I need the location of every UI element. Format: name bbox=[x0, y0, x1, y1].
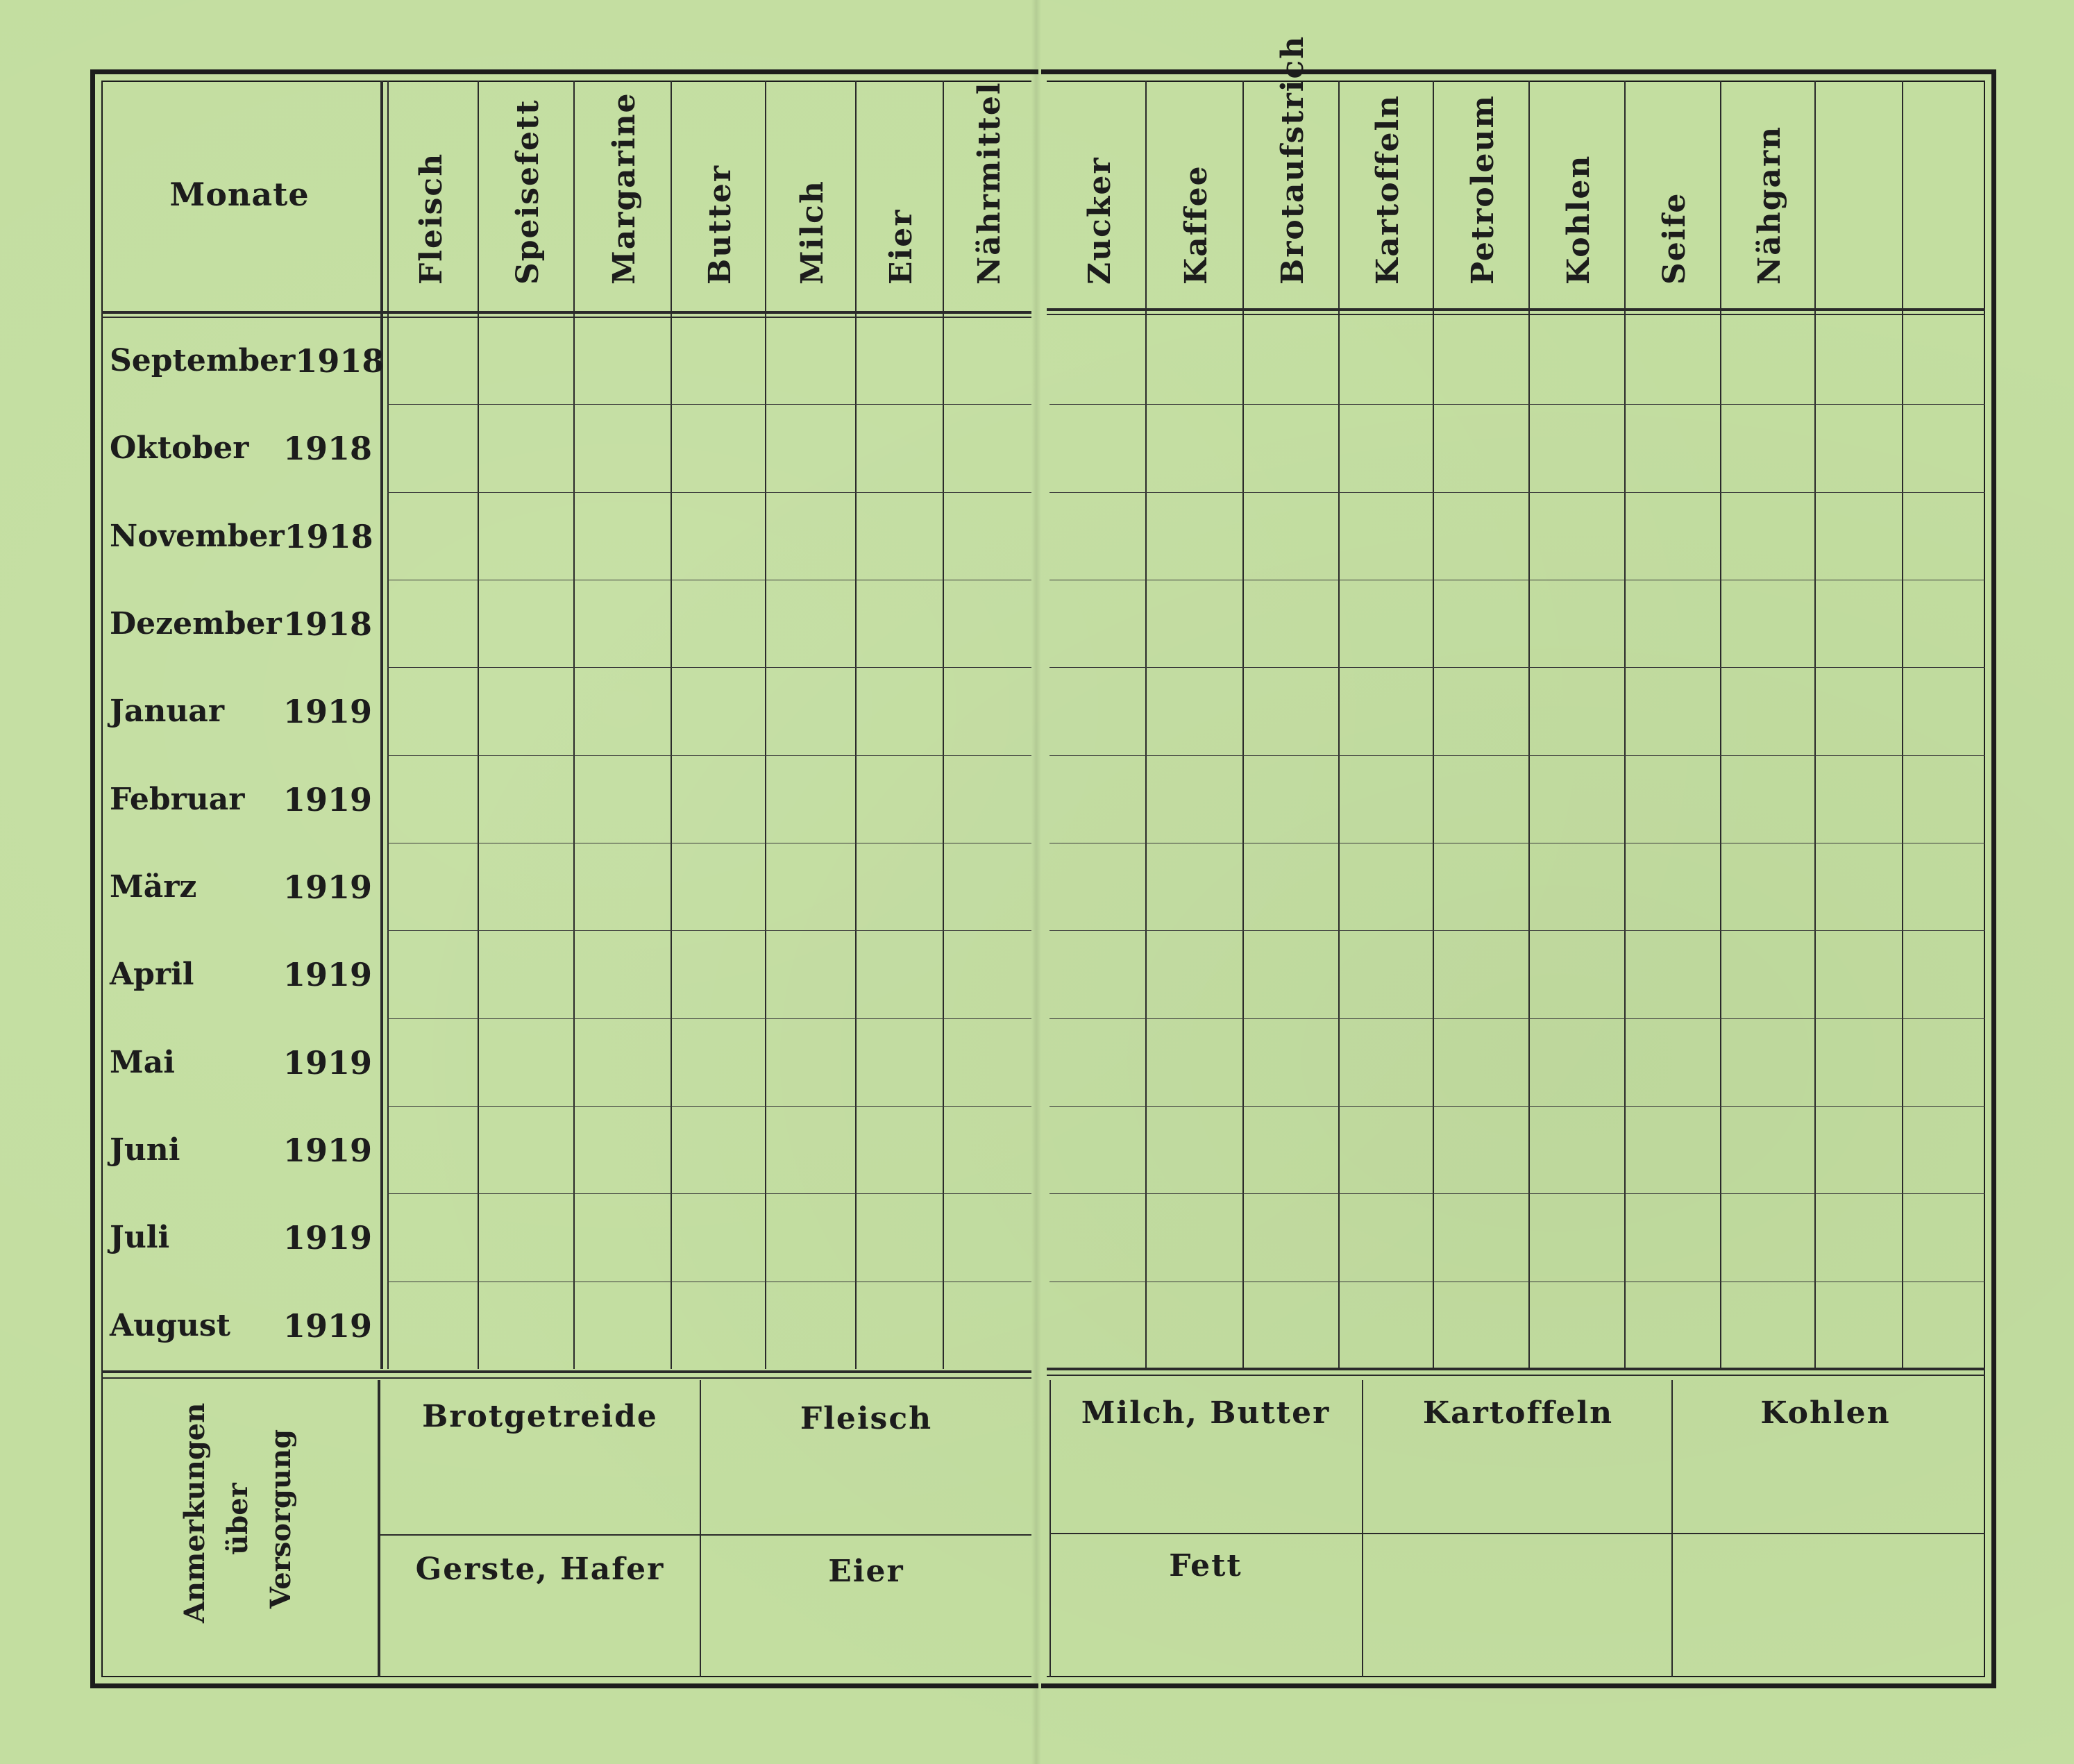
row-line-right bbox=[1049, 930, 1985, 931]
notes-label-line: Anmerkungen bbox=[178, 1402, 211, 1623]
month-name: September bbox=[110, 343, 296, 378]
row-line-right bbox=[1049, 1018, 1985, 1019]
column-line-left bbox=[573, 81, 575, 1369]
row-line-right bbox=[1049, 667, 1985, 668]
month-year: 1919 bbox=[283, 1218, 372, 1257]
column-line-left bbox=[478, 81, 479, 1369]
notes-section-gerste-hafer: Gerste, Hafer bbox=[415, 1551, 665, 1587]
month-name: März bbox=[110, 869, 197, 905]
month-row bbox=[110, 930, 372, 1018]
months-column-divider bbox=[380, 81, 383, 1369]
row-line-left bbox=[387, 404, 1031, 405]
header-divider-left bbox=[101, 311, 1031, 314]
month-year: 1919 bbox=[283, 1131, 372, 1169]
month-year: 1919 bbox=[283, 1307, 372, 1345]
month-year: 1918 bbox=[295, 342, 385, 380]
month-row bbox=[110, 1282, 372, 1370]
month-year: 1919 bbox=[283, 692, 372, 730]
notes-divider-right bbox=[1047, 1368, 1985, 1370]
notes-divider-left bbox=[101, 1370, 1031, 1373]
month-row bbox=[110, 1106, 372, 1194]
column-line-left bbox=[855, 81, 857, 1369]
column-line-left bbox=[671, 81, 672, 1369]
notes-label-line: Versorgung bbox=[264, 1429, 297, 1609]
header-divider-right bbox=[1047, 308, 1985, 311]
month-row bbox=[110, 580, 372, 668]
row-line-right bbox=[1049, 404, 1985, 405]
column-line-right bbox=[1814, 81, 1816, 1369]
row-line-left bbox=[387, 930, 1031, 931]
row-line-left bbox=[387, 667, 1031, 668]
notes-section-blank-2 bbox=[1673, 1541, 1978, 1590]
row-line-right bbox=[1049, 1106, 1985, 1107]
notes-row-divider-right bbox=[1049, 1533, 1985, 1534]
column-line-right bbox=[1242, 81, 1244, 1369]
months-header: Monate bbox=[169, 176, 310, 213]
month-row bbox=[110, 1193, 372, 1282]
notes-section-blank-1 bbox=[1365, 1541, 1671, 1590]
column-line-right bbox=[1433, 81, 1434, 1369]
column-line-right bbox=[1624, 81, 1626, 1369]
column-line-right bbox=[1338, 81, 1340, 1369]
row-line-left bbox=[387, 1018, 1031, 1019]
notes-section-fett: Fett bbox=[1169, 1547, 1242, 1584]
month-name: August bbox=[110, 1308, 230, 1343]
notes-section-kartoffeln: Kartoffeln bbox=[1422, 1395, 1614, 1431]
notes-section-brotgetreide: Brotgetreide bbox=[422, 1398, 658, 1434]
column-line-right bbox=[1145, 81, 1147, 1369]
row-line-left bbox=[387, 1193, 1031, 1194]
month-name: November bbox=[110, 519, 285, 554]
row-line-right bbox=[1049, 755, 1985, 756]
month-name: April bbox=[110, 957, 194, 992]
month-year: 1919 bbox=[283, 1043, 372, 1082]
month-row bbox=[110, 404, 372, 492]
notes-divider-right-thin bbox=[1047, 1375, 1985, 1376]
notes-row-divider-left bbox=[380, 1534, 1031, 1536]
month-name: Mai bbox=[110, 1045, 175, 1080]
month-row bbox=[110, 1018, 372, 1107]
month-name: Juli bbox=[110, 1220, 170, 1255]
row-line-left bbox=[387, 492, 1031, 493]
row-line-left bbox=[387, 755, 1031, 756]
month-year: 1919 bbox=[283, 868, 372, 906]
month-row bbox=[110, 317, 385, 405]
row-line-left bbox=[387, 1106, 1031, 1107]
month-row bbox=[110, 667, 372, 755]
month-year: 1918 bbox=[284, 517, 373, 555]
month-name: Dezember bbox=[110, 606, 282, 641]
column-line-right bbox=[1720, 81, 1721, 1369]
month-year: 1918 bbox=[283, 605, 372, 643]
month-row bbox=[110, 492, 372, 580]
month-name: Juni bbox=[110, 1132, 180, 1168]
month-row bbox=[110, 843, 372, 931]
column-line-right bbox=[1902, 81, 1903, 1369]
month-row bbox=[110, 755, 372, 843]
month-name: Februar bbox=[110, 782, 245, 817]
notes-section-eier: Eier bbox=[828, 1553, 904, 1589]
row-line-right bbox=[1049, 1193, 1985, 1194]
ration-card-spread: Monate Fleisch Speisefett Margarine Butter Milch Eier Nährmittel Zucker Kaffee Brotaufstrich Kartoffeln Petroleum Kohlen Seife Nähgarn September 1918 Oktober 1918 November 1918 Dezember 1918 Januar 1919 Februar 1919 März 1919 April 1919 Mai 1919 Juni 1919 Juli 1919 August 1919 Anmerkungen über Versorgung Brotgetreide Fleisch Milch, Butter Kartoffeln Kohlen Gerste, Hafer Eier Fett bbox=[0, 0, 2074, 1764]
notes-section-fleisch: Fleisch bbox=[800, 1400, 933, 1436]
notes-col-divider bbox=[1362, 1380, 1363, 1677]
column-line-right bbox=[1528, 81, 1530, 1369]
column-line-left bbox=[943, 81, 944, 1369]
months-column-divider-thin bbox=[387, 81, 389, 1369]
header-divider-right-thin bbox=[1047, 314, 1985, 315]
notes-section-milch-butter: Milch, Butter bbox=[1081, 1395, 1331, 1431]
notes-section-kohlen: Kohlen bbox=[1760, 1395, 1891, 1431]
row-line-right bbox=[1049, 492, 1985, 493]
right-inner-frame bbox=[1047, 81, 1985, 1677]
month-name: Januar bbox=[110, 694, 224, 729]
month-year: 1919 bbox=[283, 955, 372, 993]
column-line-left bbox=[765, 81, 766, 1369]
notes-divider-left-thin bbox=[101, 1377, 1031, 1379]
month-year: 1918 bbox=[283, 429, 372, 467]
notes-label-line: über bbox=[221, 1483, 254, 1555]
month-year: 1919 bbox=[283, 780, 372, 818]
month-name: Oktober bbox=[110, 430, 249, 466]
